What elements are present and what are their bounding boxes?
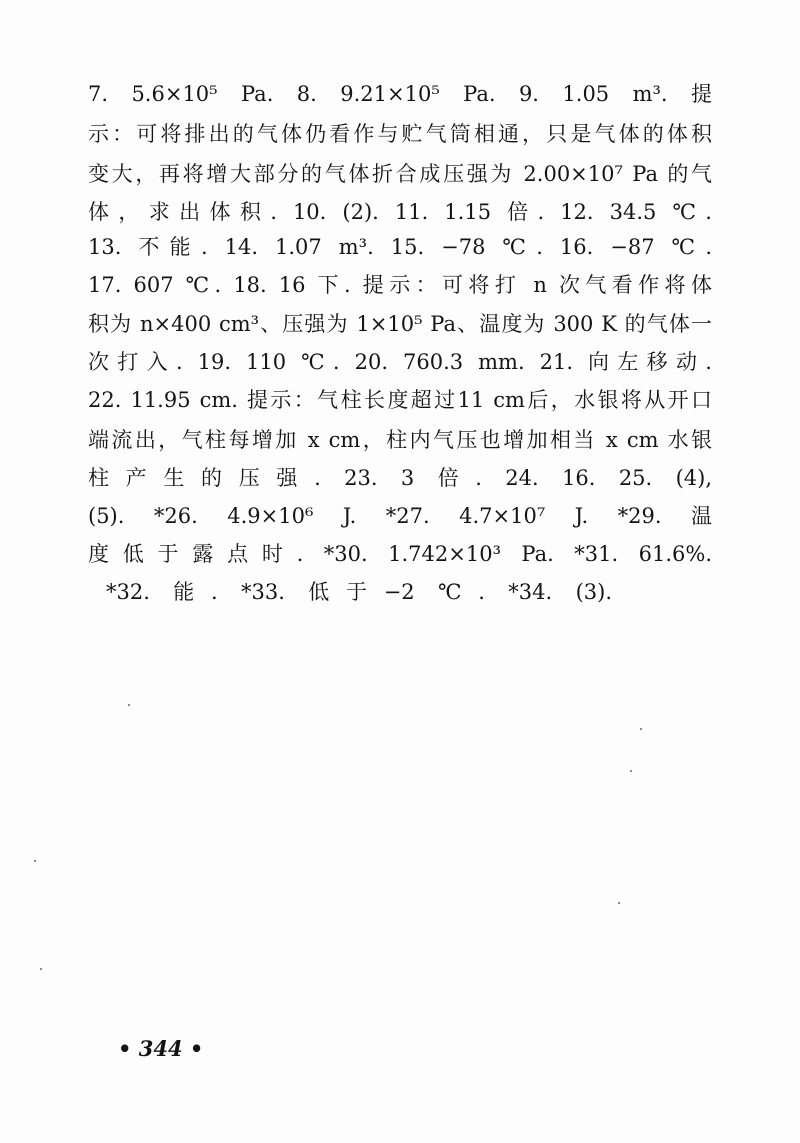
scan-speck: [618, 902, 620, 904]
answer-line-7: 积为 n×400 cm³、压强为 1×10⁵ Pa、温度为 300 K 的气体一: [88, 312, 712, 336]
scan-speck: [640, 728, 642, 730]
answer-line-9: 22. 11.95 cm. 提示：气柱长度超过11 cm后，水银将从开口: [88, 388, 712, 412]
answer-line-11: 柱产生的压强. 23. 3 倍. 24. 16. 25. (4),: [88, 466, 712, 490]
scan-speck: [128, 704, 130, 706]
answer-line-2: 示：可将排出的气体仍看作与贮气筒相通，只是气体的体积: [88, 122, 712, 146]
answer-line-3: 变大，再将增大部分的气体折合成压强为 2.00×10⁷ Pa 的气: [88, 162, 712, 186]
answer-line-13: 度低于露点时. *30. 1.742×10³ Pa. *31. 61.6%.: [88, 542, 712, 566]
answer-line-12: (5). *26. 4.9×10⁶ J. *27. 4.7×10⁷ J. *29. 温: [88, 504, 712, 528]
page-number: • 344 •: [118, 1036, 204, 1061]
answer-line-4: 体，求出体积. 10. (2). 11. 1.15 倍. 12. 34.5 ℃.: [88, 200, 712, 224]
answer-line-1: 7. 5.6×10⁵ Pa. 8. 9.21×10⁵ Pa. 9. 1.05 m³. 提: [88, 82, 712, 106]
answer-line-10: 端流出，气柱每增加 x cm，柱内气压也增加相当 x cm 水银: [88, 428, 712, 452]
answer-line-6: 17. 607 ℃. 18. 16 下. 提示：可将打 n 次气看作将体: [88, 273, 712, 297]
answer-line-8: 次打入. 19. 110 ℃. 20. 760.3 mm. 21. 向左移动.: [88, 350, 712, 374]
scan-speck: [34, 860, 36, 862]
answer-line-14: *32. 能. *33. 低于−2 ℃. *34. (3).: [106, 580, 612, 604]
scan-speck: [40, 968, 42, 970]
answer-line-5: 13. 不能. 14. 1.07 m³. 15. −78 ℃. 16. −87 ℃.: [88, 235, 712, 259]
scan-speck: [630, 770, 632, 772]
